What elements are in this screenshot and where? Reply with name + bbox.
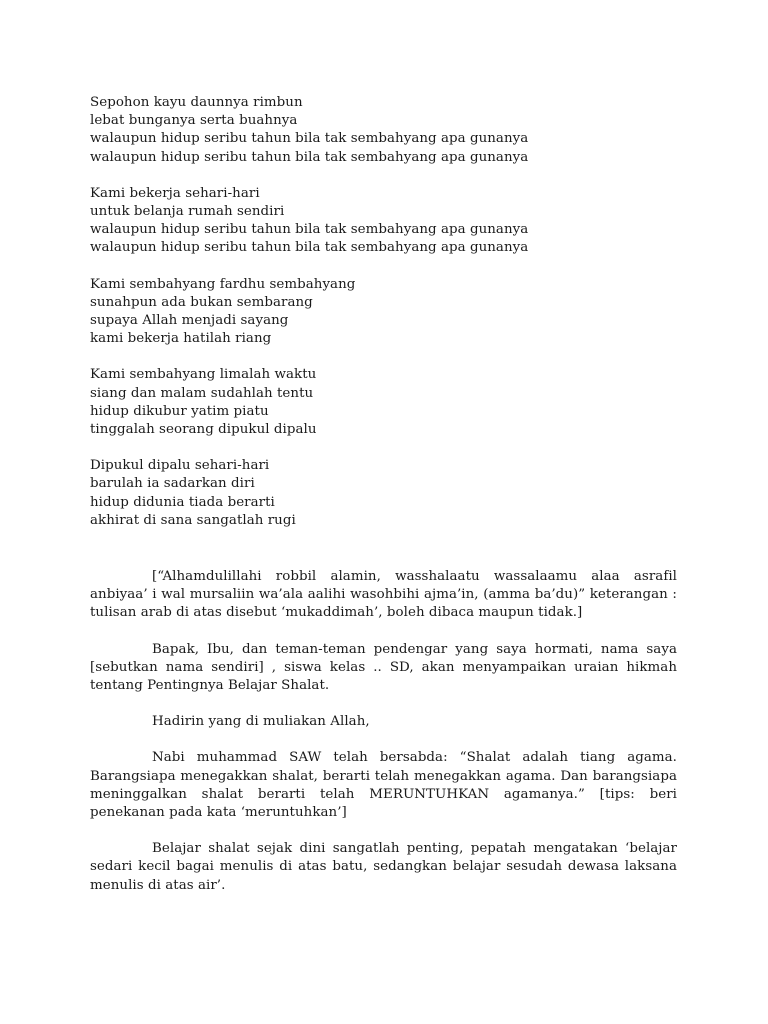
speech-text: [90, 568, 677, 913]
poem-stanza: [90, 276, 690, 349]
poem-line: lebat bunganya serta buahnya: [90, 113, 298, 129]
poem-line: untuk belanja rumah sendiri: [90, 204, 285, 220]
poem-line: hidup dikubur yatim piatu: [90, 403, 269, 419]
poem-stanza: [90, 457, 690, 530]
paragraph-greeting: Hadirin yang di muliakan Allah,: [152, 714, 370, 730]
poem-line: walaupun hidup seribu tahun bila tak sembahyang apa gunanya: [90, 131, 529, 147]
poem-line: Sepohon kayu daunnya rimbun: [90, 95, 303, 110]
poem-line: Kami bekerja sehari-hari: [90, 185, 260, 201]
poem-line: walaupun hidup seribu tahun bila tak sembahyang apa gunanya: [90, 149, 529, 165]
poem-line: siang dan malam sudahlah tentu: [90, 385, 314, 401]
poem-stanza: [90, 185, 690, 258]
paragraph-hadith: Nabi muhammad SAW telah bersabda: “Shalat adalah tiang agama. Barangsiapa menegakkan shalat, berarti telah menegakkan agama. Dan barangsiapa meninggalkan shalat berarti telah MERUNTUHKAN agamanya.” [tips: beri penekanan pada kata ‘meruntuhkan’]: [90, 750, 677, 821]
poem: [90, 94, 690, 548]
poem-line: walaupun hidup seribu tahun bila tak sembahyang apa gunanya: [90, 222, 529, 238]
poem-stanza: [90, 366, 690, 439]
poem-line: Kami sembahyang limalah waktu: [90, 367, 317, 383]
poem-line: walaupun hidup seribu tahun bila tak sembahyang apa gunanya: [90, 240, 529, 256]
paragraph-proverb: Belajar shalat sejak dini sangatlah penting, pepatah mengatakan ‘belajar sedari kecil bagai menulis di atas batu, sedangkan belajar sesudah dewasa laksana menulis di atas air’.: [90, 841, 677, 893]
poem-line: Kami sembahyang fardhu sembahyang: [90, 276, 356, 292]
paragraph-mukaddimah: [“Alhamdulillahi robbil alamin, wasshalaatu wassalaamu alaa asrafil anbiyaa’ i wal mursaliin wa’ala aalihi wasohbihi ajma’in, (amma ba’du)” keterangan : tulisan arab di atas disebut ‘mukaddimah’, boleh dibaca maupun tidak.]: [90, 569, 677, 621]
poem-stanza: [90, 94, 690, 167]
poem-line: supaya Allah menjadi sayang: [90, 313, 289, 329]
poem-line: barulah ia sadarkan diri: [90, 476, 255, 492]
poem-line: kami bekerja hatilah riang: [90, 331, 272, 347]
poem-line: hidup didunia tiada berarti: [90, 494, 275, 510]
poem-line: Dipukul dipalu sehari-hari: [90, 458, 270, 474]
poem-line: akhirat di sana sangatlah rugi: [90, 512, 296, 528]
paragraph-introduction: Bapak, Ibu, dan teman-teman pendengar yang saya hormati, nama saya [sebutkan nama sendiri] , siswa kelas .. SD, akan menyampaikan uraian hikmah tentang Pentingnya Belajar Shalat.: [90, 641, 677, 694]
poem-line: sunahpun ada bukan sembarang: [90, 294, 313, 310]
poem-line: tinggalah seorang dipukul dipalu: [90, 422, 317, 438]
